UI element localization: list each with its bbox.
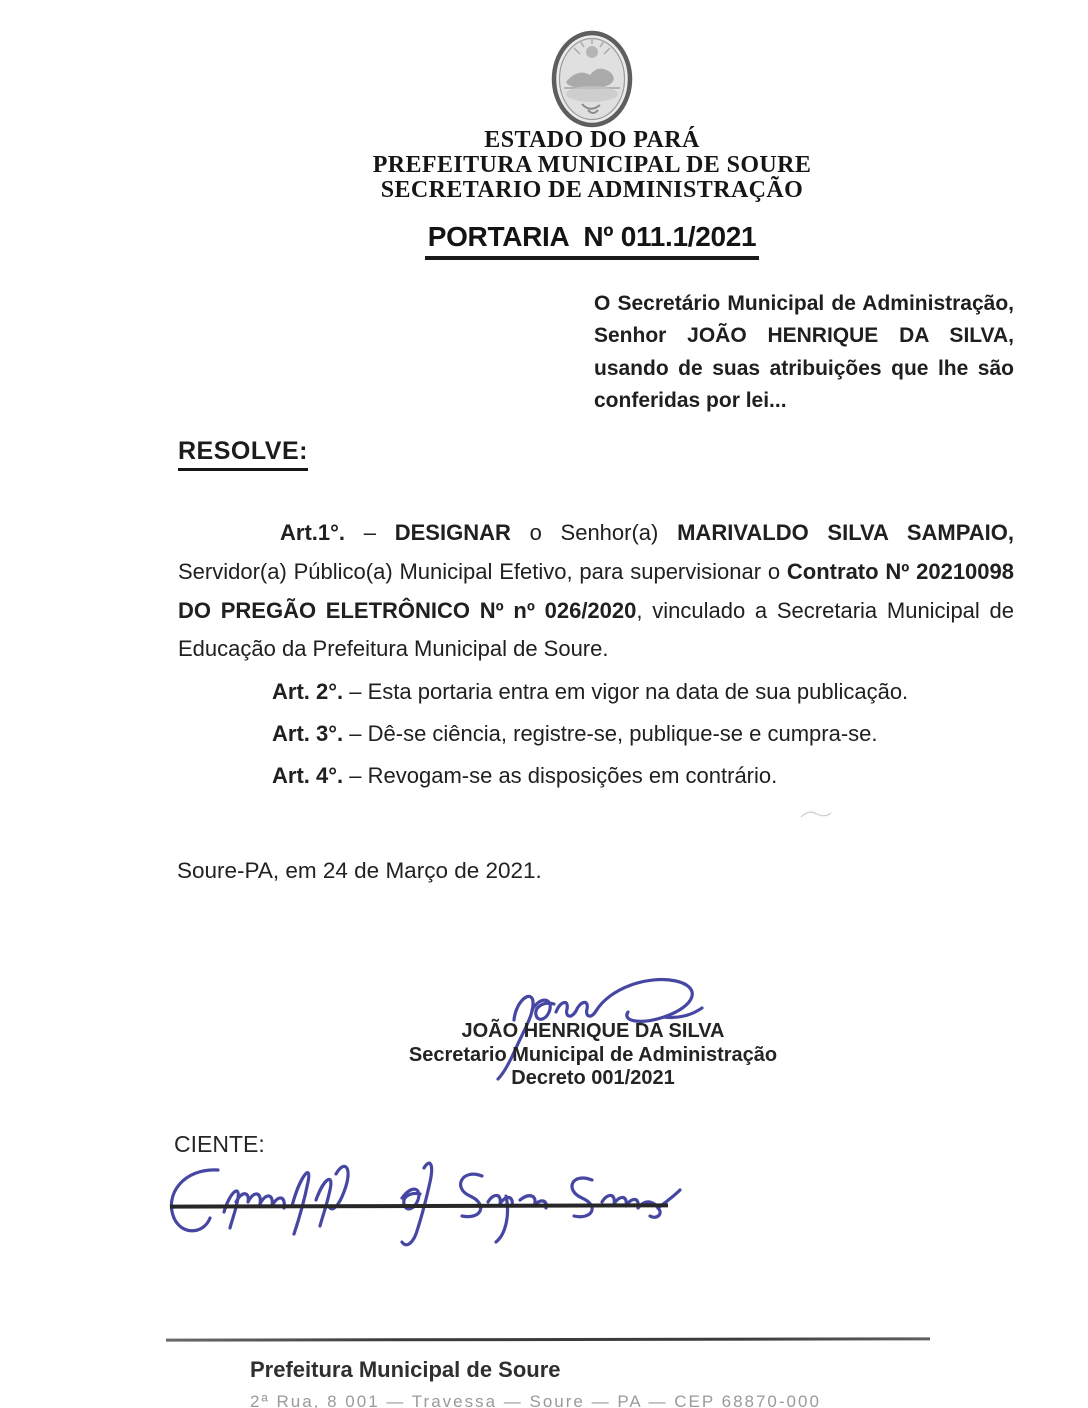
footer-organization: Prefeitura Municipal de Soure [250, 1357, 561, 1382]
text-segment: DESIGNAR [394, 520, 511, 545]
article-1-line [178, 553, 1014, 592]
article-1-line [178, 514, 1014, 553]
text-segment: o Senhor(a) [510, 520, 678, 545]
document-title: PORTARIA Nº 011.1/2021 [425, 221, 760, 260]
footer-address-fragment: 2ª Rua, 8 001 — Travessa — Soure — PA — CEP 68870-000 [250, 1392, 821, 1408]
scan-smudge [798, 806, 834, 822]
letterhead-secretaria: SECRETARIO DE ADMINISTRAÇÃO [380, 177, 804, 203]
article-2 [272, 677, 908, 707]
intro-paragraph [594, 288, 1014, 418]
signatory-decree: Decreto 001/2021 [511, 1067, 675, 1089]
resolve-heading: RESOLVE: [178, 437, 308, 471]
intro-line: Senhor JOÃO HENRIQUE DA SILVA, [594, 324, 1014, 348]
municipal-seal-icon [550, 30, 634, 129]
intro-line: usando de suas atribuições que lhe são [594, 356, 1014, 380]
text-segment: DO PREGÃO ELETRÔNICO Nº nº 026/2020 [178, 597, 637, 623]
document-title-row [192, 221, 992, 260]
date-line: Soure-PA, em 24 de Março de 2021. [177, 858, 542, 883]
article-3-text: – Dê-se ciência, registre-se, publique-se e cumpra-se. [343, 721, 878, 746]
letterhead-prefeitura: PREFEITURA MUNICIPAL DE SOURE [372, 152, 812, 178]
signatory-block [340, 1020, 846, 1091]
article-1-paragraph [178, 514, 1014, 669]
article-1-line [178, 630, 1014, 669]
signatory-role: Secretario Municipal de Administração [408, 1043, 778, 1066]
text-segment: Servidor(a) Público(a) Municipal Efetivo, para supervisionar o [178, 558, 787, 584]
text-segment: MARIVALDO SILVA SAMPAIO, [677, 520, 1014, 545]
text-segment: – [345, 520, 395, 545]
article-4-label: Art. 4°. [272, 763, 344, 788]
intro-line: conferidas por lei... [594, 389, 787, 413]
text-segment: Educação da Prefeitura Municipal de Soure. [178, 636, 609, 662]
text-segment: Contrato Nº 20210098 [786, 558, 1014, 584]
article-4 [272, 761, 777, 791]
letterhead [144, 128, 1040, 203]
footer-divider [166, 1337, 930, 1341]
article-1-line [178, 592, 1014, 631]
article-2-label: Art. 2°. [272, 679, 344, 704]
intro-line: O Secretário Municipal de Administração, [594, 292, 1014, 315]
article-2-text: – Esta portaria entra em vigor na data de sua publicação. [343, 679, 909, 704]
text-segment: , vinculado a Secretaria Municipal de [636, 597, 1015, 623]
letterhead-state: ESTADO DO PARÁ [484, 127, 700, 153]
text-segment: Art.1°. [280, 520, 346, 545]
ciente-label: CIENTE: [174, 1131, 265, 1157]
article-3 [272, 719, 878, 749]
article-3-label: Art. 3°. [272, 721, 344, 746]
signatory-name: JOÃO HENRIQUE DA SILVA [461, 1020, 725, 1042]
article-4-text: – Revogam-se as disposições em contrário. [343, 763, 778, 788]
